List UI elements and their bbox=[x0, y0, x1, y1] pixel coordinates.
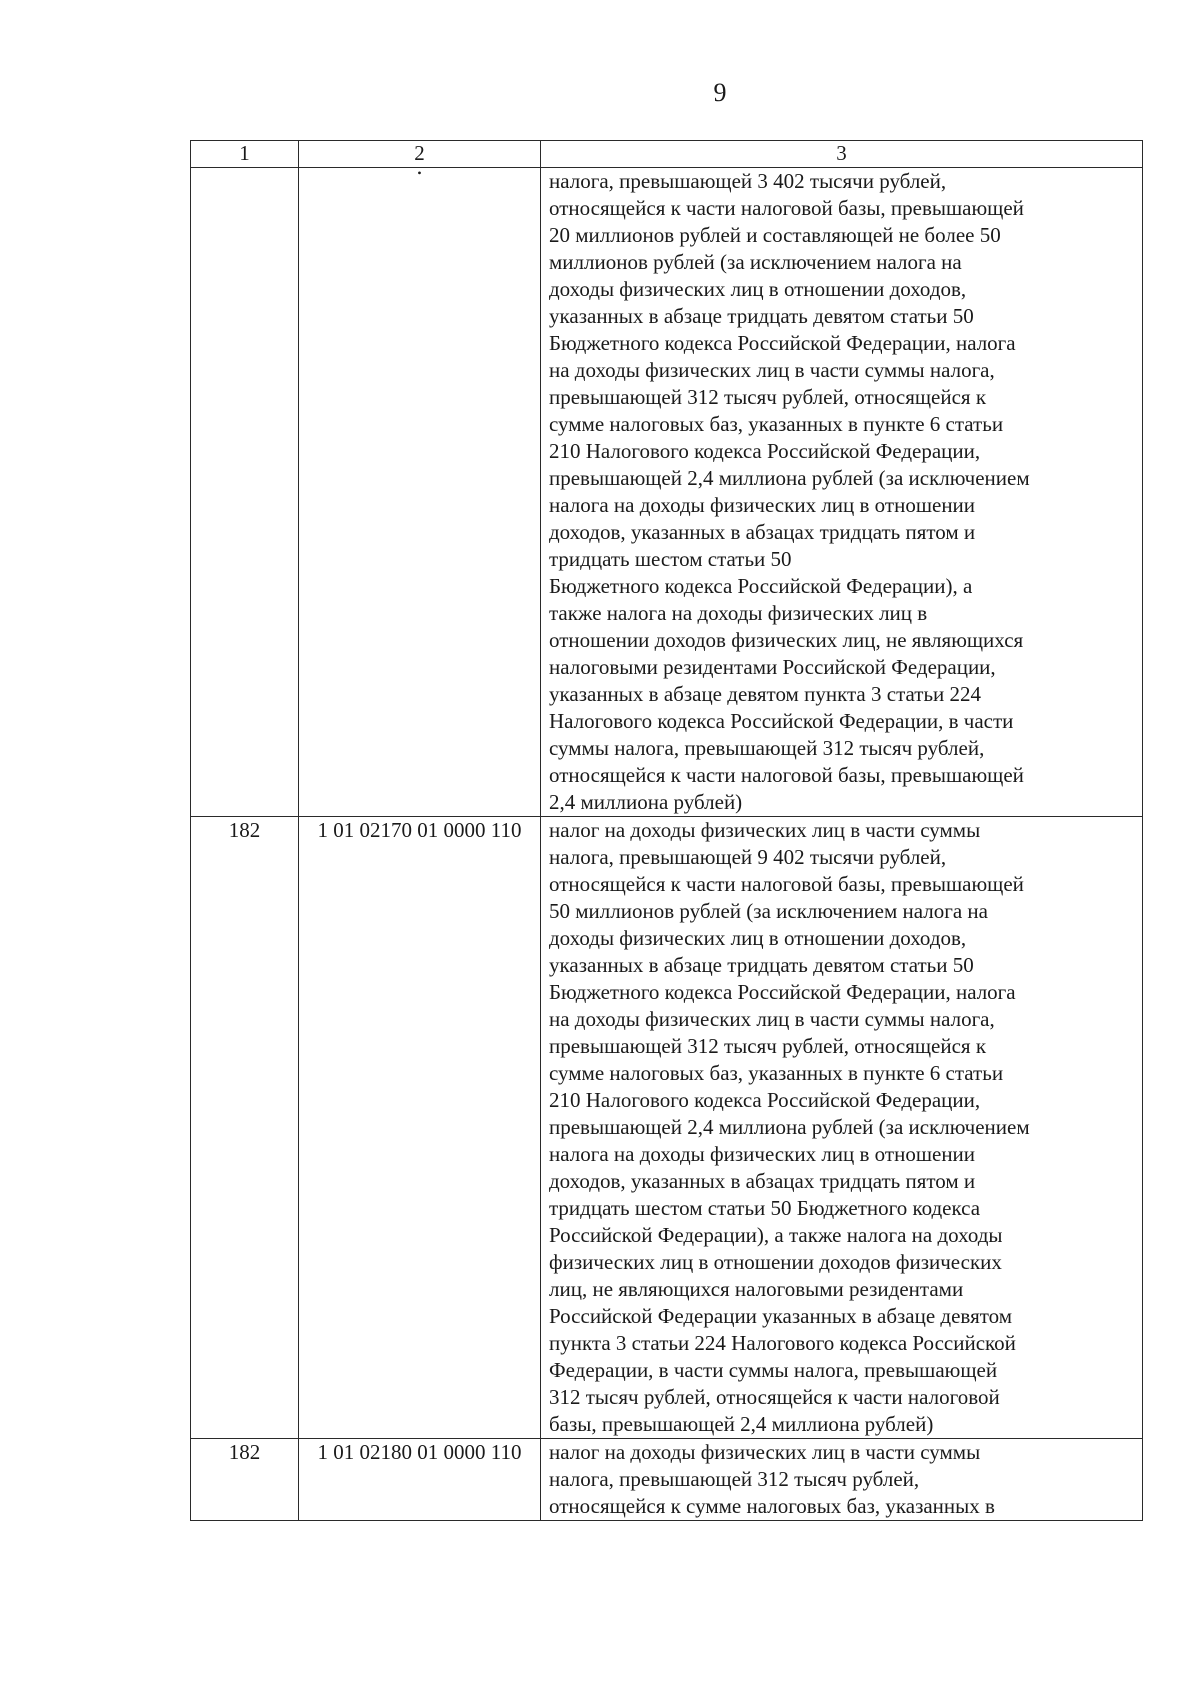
description-line: физических лиц в отношении доходов физических bbox=[549, 1250, 1002, 1274]
kbk-code-cell: 1 01 02170 01 0000 110 bbox=[299, 817, 541, 1439]
description-line: доходов, указанных в абзацах тридцать пятом и bbox=[549, 1169, 976, 1193]
description-line: базы, превышающей 2,4 миллиона рублей) bbox=[549, 1412, 934, 1436]
description-line: Бюджетного кодекса Российской Федерации, налога bbox=[549, 331, 1016, 355]
description-line: доходов, указанных в абзацах тридцать пятом и bbox=[549, 520, 976, 544]
description-line: превышающей 2,4 миллиона рублей (за исключением bbox=[549, 1115, 1030, 1139]
description-line: налога на доходы физических лиц в отношении bbox=[549, 1142, 976, 1166]
description-line: Налогового кодекса Российской Федерации, в части bbox=[549, 709, 1014, 733]
description-line: указанных в абзаце тридцать девятом статьи 50 bbox=[549, 953, 974, 977]
table-row bbox=[191, 817, 1143, 1439]
table-row bbox=[191, 168, 1143, 817]
description-line: пункта 3 статьи 224 Налогового кодекса Российской bbox=[549, 1331, 1016, 1355]
table-header-row bbox=[191, 141, 1143, 168]
description-line: на доходы физических лиц в части суммы налога, bbox=[549, 1007, 995, 1031]
description-line: тридцать шестом статьи 50 bbox=[549, 547, 792, 571]
description-line: относящейся к части налоговой базы, превышающей bbox=[549, 196, 1024, 220]
admin-code-cell bbox=[191, 168, 299, 817]
description-line: относящейся к сумме налоговых баз, указанных в bbox=[549, 1494, 995, 1518]
admin-code-cell: 182 bbox=[191, 817, 299, 1439]
description-line: Федерации, в части суммы налога, превышающей bbox=[549, 1358, 998, 1382]
description-line: Бюджетного кодекса Российской Федерации, налога bbox=[549, 980, 1016, 1004]
description-line: относящейся к части налоговой базы, превышающей bbox=[549, 872, 1024, 896]
description-line: Российской Федерации указанных в абзаце девятом bbox=[549, 1304, 1013, 1328]
description-line: тридцать шестом статьи 50 Бюджетного кодекса bbox=[549, 1196, 981, 1220]
description-line: превышающей 312 тысяч рублей, относящейся к bbox=[549, 1034, 987, 1058]
admin-code-cell: 182 bbox=[191, 1439, 299, 1521]
table-row bbox=[191, 1439, 1143, 1521]
table-body bbox=[191, 168, 1143, 1521]
description-line: также налога на доходы физических лиц в bbox=[549, 601, 928, 625]
description-line: Бюджетного кодекса Российской Федерации), а bbox=[549, 574, 973, 598]
description-line: 20 миллионов рублей и составляющей не более 50 bbox=[549, 223, 1001, 247]
description-line: миллионов рублей (за исключением налога на bbox=[549, 250, 962, 274]
description-line: сумме налоговых баз, указанных в пункте 6 статьи bbox=[549, 1061, 1004, 1085]
budget-code-table bbox=[190, 140, 1143, 1521]
stray-dot-mark: • bbox=[417, 166, 422, 180]
description-line: налог на доходы физических лиц в части суммы bbox=[549, 1440, 981, 1464]
description-line: налог на доходы физических лиц в части суммы bbox=[549, 818, 981, 842]
description-line: доходы физических лиц в отношении доходов, bbox=[549, 926, 967, 950]
description-line: суммы налога, превышающей 312 тысяч рублей, bbox=[549, 736, 985, 760]
description-line: на доходы физических лиц в части суммы налога, bbox=[549, 358, 995, 382]
description-line: 210 Налогового кодекса Российской Федерации, bbox=[549, 439, 981, 463]
description-cell bbox=[541, 1439, 1143, 1521]
description-line: налога, превышающей 9 402 тысячи рублей, bbox=[549, 845, 947, 869]
kbk-code-cell bbox=[299, 168, 541, 817]
description-line: превышающей 312 тысяч рублей, относящейся к bbox=[549, 385, 987, 409]
description-cell bbox=[541, 168, 1143, 817]
kbk-code-cell: 1 01 02180 01 0000 110 bbox=[299, 1439, 541, 1521]
description-line: отношении доходов физических лиц, не являющихся bbox=[549, 628, 1024, 652]
column-header-1: 1 bbox=[191, 141, 299, 168]
description-line: превышающей 2,4 миллиона рублей (за исключением bbox=[549, 466, 1030, 490]
description-line: указанных в абзаце девятом пункта 3 статьи 224 bbox=[549, 682, 982, 706]
description-line: налога, превышающей 312 тысяч рублей, bbox=[549, 1467, 920, 1491]
description-line: 50 миллионов рублей (за исключением налога на bbox=[549, 899, 988, 923]
description-line: налога на доходы физических лиц в отношении bbox=[549, 493, 976, 517]
description-line: доходы физических лиц в отношении доходов, bbox=[549, 277, 967, 301]
description-line: относящейся к части налоговой базы, превышающей bbox=[549, 763, 1024, 787]
description-line: Российской Федерации), а также налога на доходы bbox=[549, 1223, 1003, 1247]
description-line: налоговыми резидентами Российской Федерации, bbox=[549, 655, 996, 679]
description-line: указанных в абзаце тридцать девятом статьи 50 bbox=[549, 304, 974, 328]
description-line: 312 тысяч рублей, относящейся к части налоговой bbox=[549, 1385, 1000, 1409]
description-line: 2,4 миллиона рублей) bbox=[549, 790, 743, 814]
description-line: сумме налоговых баз, указанных в пункте 6 статьи bbox=[549, 412, 1004, 436]
description-line: 210 Налогового кодекса Российской Федерации, bbox=[549, 1088, 981, 1112]
column-header-3: 3 bbox=[541, 141, 1143, 168]
column-header-2: 2 bbox=[299, 141, 541, 168]
page-number: 9 bbox=[713, 78, 727, 107]
description-line: налога, превышающей 3 402 тысячи рублей, bbox=[549, 169, 947, 193]
description-cell bbox=[541, 817, 1143, 1439]
description-line: лиц, не являющихся налоговыми резидентами bbox=[549, 1277, 964, 1301]
